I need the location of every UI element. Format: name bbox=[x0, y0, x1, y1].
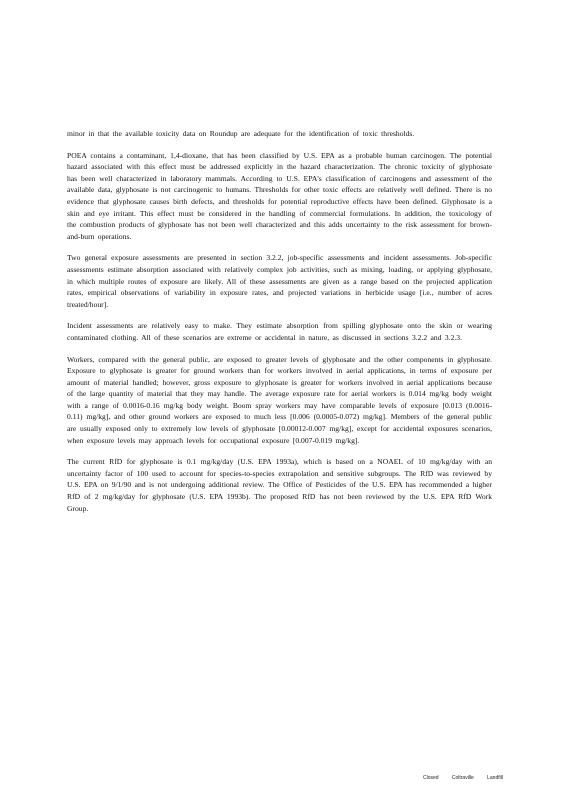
paragraph-3: Two general exposure assessments are presented in section 3.2.2, job-specific assessments and incident assessments. Job-specific assessments estimate absorption associated with relatively complex job activities, such as mixing, loading, or applying glyphosate, in which multiple routes of exposure are likely. All of these assessments are given as a range based on the projected application rates, empirical observations of variability in exposure rates, and projected variations in herbicide usage [i.e., number of acres treated/hour]. bbox=[67, 253, 492, 309]
paragraph-2: POEA contains a contaminant, 1,4-dioxane, that has been classified by U.S. EPA as a probable human carcinogen. The potential hazard associated with this effect must be addressed explicitly in the hazard characterization. The chronic toxicity of glyphosate has been well characterized in laboratory mammals. According to U.S. EPA's classification of carcinogens and assessment of the available data, glyphosate is not carcinogenic to humans. Thresholds for other toxic effects are relatively well defined. There is no evidence that glyphosate causes birth defects, and thresholds for potential reproductive effects have been defined. Glyphosate is a skin and eye irritant. This effect must be considered in the handling of commercial formulations. In addition, the toxicology of the combustion products of glyphosate has not been well characterized and this adds uncertainty to the risk assessment for brown-and-burn operations. bbox=[67, 150, 492, 241]
document-body bbox=[67, 128, 492, 524]
footer-item-landfill: Landfill bbox=[487, 775, 503, 781]
paragraph-5: Workers, compared with the general public, are exposed to greater levels of glyphosate and the other components in glyphosate. Exposure to glyphosate is greater for ground workers than for workers involved in aerial applications, in terms of exposure per amount of material handled; however, gross exposure to glyphosate is greater for workers involved in aerial applications because of the large quantity of material that they may handle. The average exposure rate for aerial workers is 0.014 mg/kg body weight with a range of 0.0016-0.16 mg/kg body weight. Boom spray workers may have comparable levels of exposure [0.013 (0.0016-0.11) mg/kg], and other ground workers are exposed to much less [0.006 (0.0005-0.072) mg/kg]. Members of the general public are usually exposed only to extremely low levels of glyphosate [0.00012-0.007 mg/kg], except for accidental exposures scenarios, when exposure levels may approach levels for occupational exposure [0.007-0.019 mg/kg]. bbox=[67, 354, 492, 445]
paragraph-4: Incident assessments are relatively easy to make. They estimate absorption from spilling glyphosate onto the skin or wearing contaminated clothing. All of these scenarios are extreme or accidental in nature, as discussed in sections 3.2.2 and 3.2.3. bbox=[67, 321, 492, 342]
footer-item-closed: Closed bbox=[423, 775, 439, 781]
paragraph-1: minor in that the available toxicity data on Roundup are adequate for the identification of toxic thresholds. bbox=[67, 129, 415, 138]
footer-item-location: Coltraville bbox=[451, 775, 474, 781]
paragraph-6: The current RfD for glyphosate is 0.1 mg/kg/day (U.S. EPA 1993a), which is based on a NOAEL of 10 mg/kg/day with an uncertainty factor of 100 used to account for species-to-species extrapolation and sensitive subgroups. The RfD was reviewed by U.S. EPA on 9/1/90 and is not undergoing additional review. The Office of Pesticides of the U.S. EPA has recommended a higher RfD of 2 mg/kg/day for glyphosate (U.S. EPA 1993b). The proposed RfD has not been reviewed by the U.S. EPA RfD Work Group. bbox=[67, 457, 492, 513]
page-footer bbox=[423, 775, 503, 781]
